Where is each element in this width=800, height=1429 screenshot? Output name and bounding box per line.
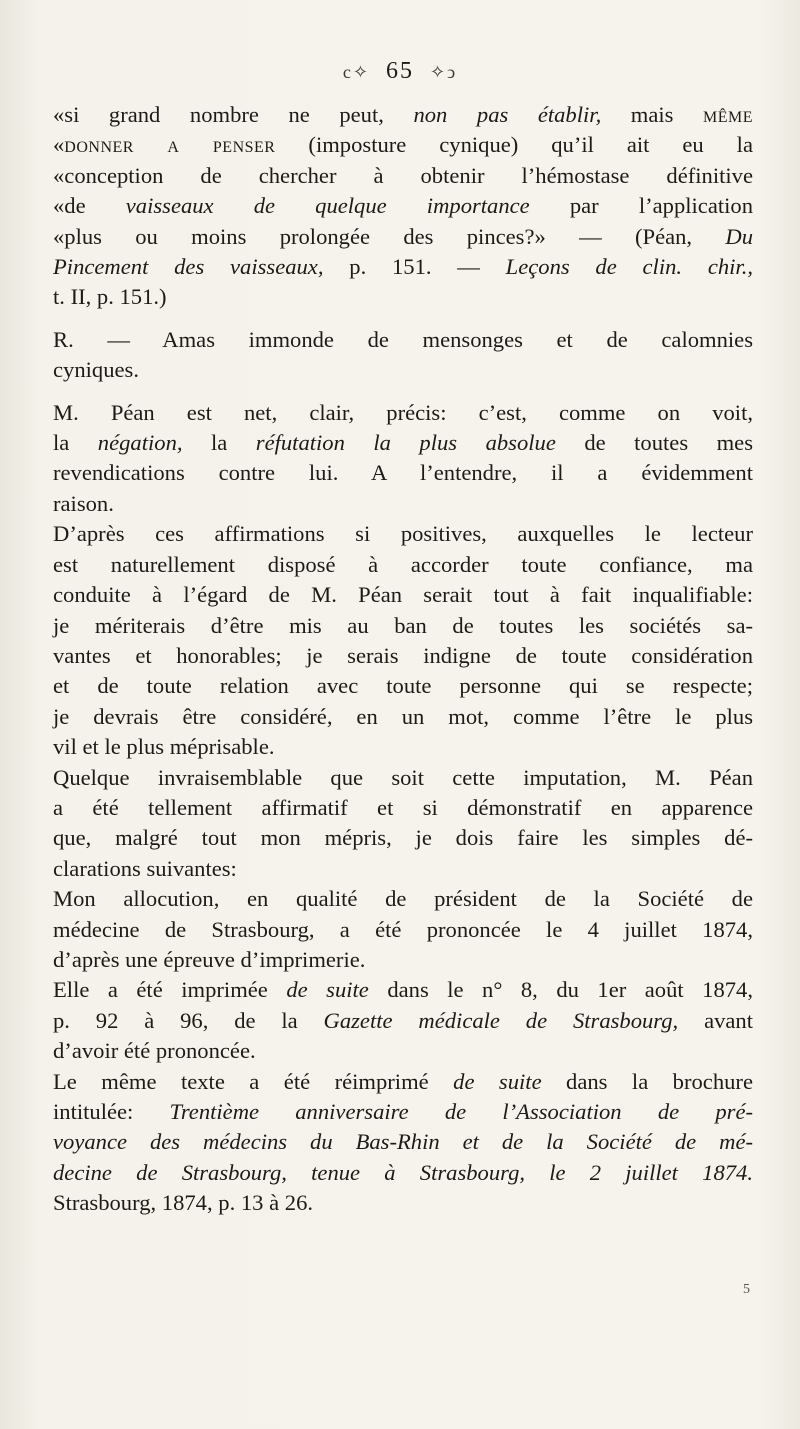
paragraph-3 — [53, 763, 753, 885]
paragraph-line: est naturellement disposé à accorder toute confiance, ma — [53, 551, 753, 577]
quote-line: «de vaisseaux de quelque importance par l’application — [53, 193, 753, 219]
paragraph-line: Quelque invraisemblable que soit cette imputation, M. Péan — [53, 764, 753, 790]
paragraph-5 — [53, 975, 753, 1066]
paragraph-line: Elle a été imprimée de suite dans le n° 8, du 1er août 1874, — [53, 977, 753, 1003]
paragraph-6 — [53, 1067, 753, 1219]
paragraph-line: raison. — [53, 490, 114, 516]
paragraph-line: voyance des médecins du Bas-Rhin et de la Société de mé- — [53, 1129, 753, 1155]
paragraph-line: D’après ces affirmations si positives, auxquelles le lecteur — [53, 521, 753, 547]
quote-line: «donner a penser (imposture cynique) qu’il ait eu la — [53, 132, 753, 158]
paragraph-line: médecine de Strasbourg, a été prononcée le 4 juillet 1874, — [53, 916, 753, 942]
paragraph-line: vil et le plus méprisable. — [53, 734, 275, 760]
paragraph-line: la négation, la réfutation la plus absolue de toutes mes — [53, 430, 753, 456]
paragraph-line: que, malgré tout mon mépris, je dois faire les simples dé- — [53, 825, 753, 851]
ornament-right: ✧ↄ — [430, 62, 458, 82]
reply-paragraph — [53, 325, 753, 386]
paragraph-2 — [53, 519, 753, 762]
quote-line: «si grand nombre ne peut, non pas établir, mais même — [53, 102, 753, 127]
paragraph-line: Strasbourg, 1874, p. 13 à 26. — [53, 1190, 314, 1216]
paragraph-line: intitulée: Trentième anniversaire de l’Association de pré- — [53, 1099, 753, 1124]
paragraph-line: clarations suivantes: — [53, 855, 237, 881]
ornament-left: c✧ — [342, 62, 370, 82]
paragraph-line: p. 92 à 96, de la Gazette médicale de Strasbourg, avant — [53, 1007, 753, 1033]
quote-block — [53, 100, 753, 313]
reply-line: R. — Amas immonde de mensonges et de calomnies — [53, 326, 753, 352]
paragraph-line: je mériterais d’être mis au ban de toutes les sociétés sa- — [53, 612, 753, 638]
paragraph-line: revendications contre lui. A l’entendre, il a évidemment — [53, 460, 753, 486]
reply-line: cyniques. — [53, 357, 139, 383]
page-number: 65 — [386, 58, 414, 84]
paragraph-4 — [53, 884, 753, 975]
paragraph-1 — [53, 398, 753, 520]
paragraph-line: d’après une épreuve d’imprimerie. — [53, 946, 366, 972]
paragraph-line: vantes et honorables; je serais indigne de toute considération — [53, 642, 753, 668]
quote-line: «conception de chercher à obtenir l’hémostase définitive — [53, 162, 753, 188]
paragraph-line: conduite à l’égard de M. Péan serait tout à fait inqualifiable: — [53, 582, 753, 608]
paragraph-line: d’avoir été prononcée. — [53, 1038, 256, 1064]
quote-line: t. II, p. 151.) — [53, 284, 167, 310]
paragraph-line: Le même texte a été réimprimé de suite dans la brochure — [53, 1068, 753, 1094]
paragraph-line: M. Péan est net, clair, précis: c’est, comme on voit, — [53, 399, 753, 425]
paragraph-line: Mon allocution, en qualité de président de la Société de — [53, 886, 753, 912]
quote-line: «plus ou moins prolongée des pinces?» — (Péan, Du — [53, 223, 753, 249]
quote-line: Pincement des vaisseaux, p. 151. — Leçons de clin. chir., — [53, 254, 754, 280]
paragraph-line: a été tellement affirmatif et si démonstratif en apparence — [53, 794, 753, 820]
page-header — [0, 58, 800, 85]
footer-mark: 5 — [743, 1282, 750, 1297]
paragraph-line: je devrais être considéré, en un mot, comme l’être le plus — [53, 703, 753, 729]
paragraph-line: decine de Strasbourg, tenue à Strasbourg, le 2 juillet 1874. — [53, 1159, 753, 1185]
body-text — [53, 100, 753, 1219]
paragraph-line: et de toute relation avec toute personne qui se respecte; — [53, 673, 753, 699]
